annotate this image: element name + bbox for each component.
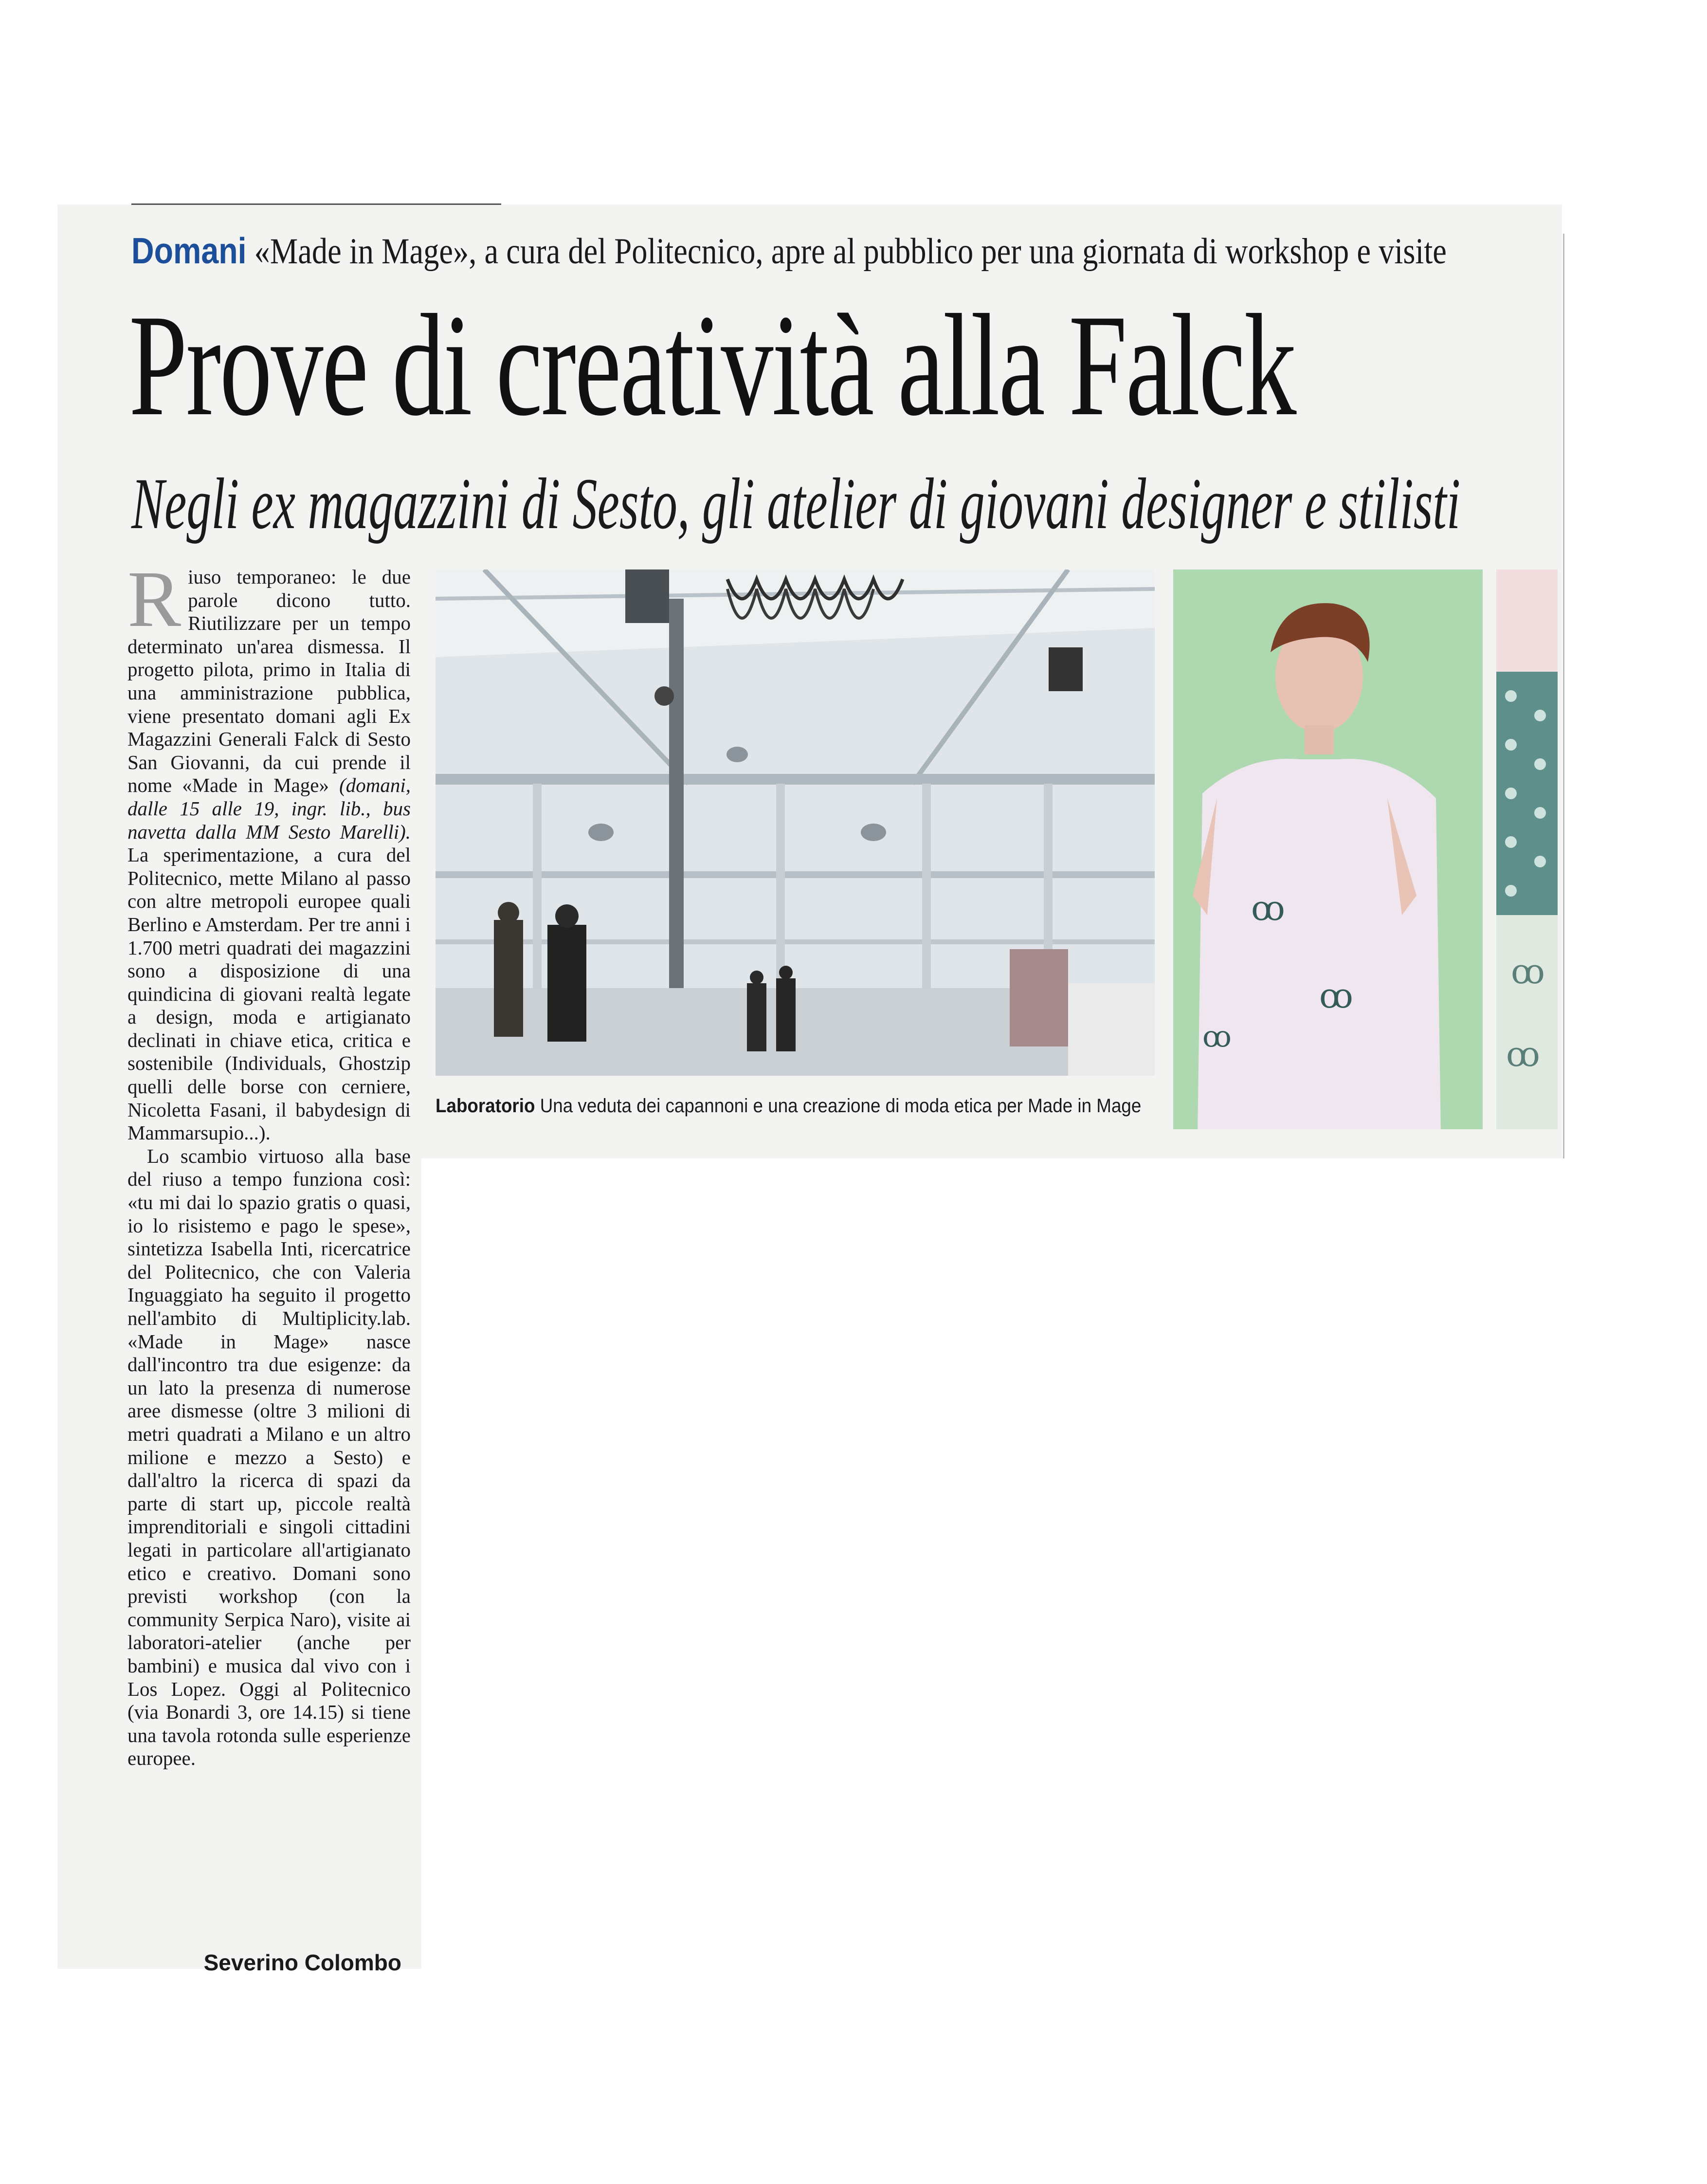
- headline: Prove di creatività alla Falck: [129, 284, 1295, 446]
- pattern-illustration: [1496, 569, 1558, 1129]
- edge-rule: [1563, 234, 1564, 1158]
- warehouse-photo: [436, 569, 1155, 1076]
- paragraph-1-rest: La sperimentazione, a cura del Politecnico, mette Milano al passo con altre metropoli europee quali Berlino e Amsterdam. Per tre anni i 1.700 metri quadrati dei magazzini sono a disposizione di una quindicina di giovani realtà legate a design, moda e artigianato declinati in chiave etica, critica e sostenibile (Individuals, Ghostzip quelli delle borse con cerniere, Nicoletta Fasani, il babydesign di Mammarsupio...).: [127, 844, 411, 1144]
- fashion-illustration: [1173, 569, 1483, 1129]
- article-body: [127, 554, 411, 1770]
- paragraph-1-italic: (domani, dalle 15 alle 19, ingr. lib., bus navetta dalla MM Sesto Marelli).: [127, 774, 411, 843]
- caption-label: Laboratorio: [436, 1095, 535, 1117]
- dropcap: R: [127, 554, 182, 643]
- pattern-detail-photo: [1496, 569, 1558, 1129]
- paragraph-1: [127, 554, 411, 1145]
- caption-text: Una veduta dei capannoni e una creazione di moda etica per Made in Mage: [540, 1095, 1142, 1117]
- svg-text:ꝏ: ꝏ: [1251, 888, 1285, 928]
- fashion-photo: [1173, 569, 1483, 1129]
- kicker-text: «Made in Mage», a cura del Politecnico, apre al pubblico per una giornata di workshop e visite: [254, 231, 1447, 272]
- kicker-label: Domani: [131, 230, 247, 271]
- svg-text:ꝏ: ꝏ: [1511, 952, 1545, 991]
- subheadline: Negli ex magazzini di Sesto, gli atelier di giovani designer e stilisti: [131, 463, 1461, 544]
- svg-text:ꝏ: ꝏ: [1202, 1020, 1232, 1054]
- top-rule: [131, 203, 501, 205]
- paragraph-1-text: iuso temporaneo: le due parole dicono tutto. Riutilizzare per un tempo determinato un'area dismessa. Il progetto pilota, primo in Italia di una amministrazione pubblica, viene presentato domani agli Ex Magazzini Generali Falck di Sesto San Giovanni, da cui prende il nome «Made in Mage»: [127, 566, 411, 797]
- svg-text:ꝏ: ꝏ: [1319, 976, 1353, 1016]
- warehouse-illustration: [436, 569, 1155, 1076]
- paragraph-2: Lo scambio virtuoso alla base del riuso a tempo funziona così: «tu mi dai lo spazio gratis o quasi, io lo risistemo e pago le spese», sintetizza Isabella Inti, ricercatrice del Politecnico, che con Valeria Inguaggiato ha seguito il progetto nell'ambito di Multiplicity.lab. «Made in Mage» nasce dall'incontro tra due esigenze: da un lato la presenza di numerose aree dismesse (oltre 3 milioni di metri quadrati a Milano e un altro milione e mezzo a Sesto) e dall'altro la ricerca di spazi da parte di start up, piccole realtà imprenditoriali e singoli cittadini legati in particolare all'artigianato etico e creativo. Domani sono previsti workshop (con la community Serpica Naro), visite ai laboratori-atelier (anche per bambini) e musica dal vivo con i Los Lopez. Oggi al Politecnico (via Bonardi 3, ore 14.15) si tiene una tavola rotonda sulle esperienze europee.: [127, 1144, 411, 1770]
- photo-caption: [436, 1095, 1141, 1117]
- byline: Severino Colombo: [203, 1950, 401, 1975]
- svg-text:ꝏ: ꝏ: [1506, 1034, 1540, 1074]
- kicker: [131, 230, 1447, 272]
